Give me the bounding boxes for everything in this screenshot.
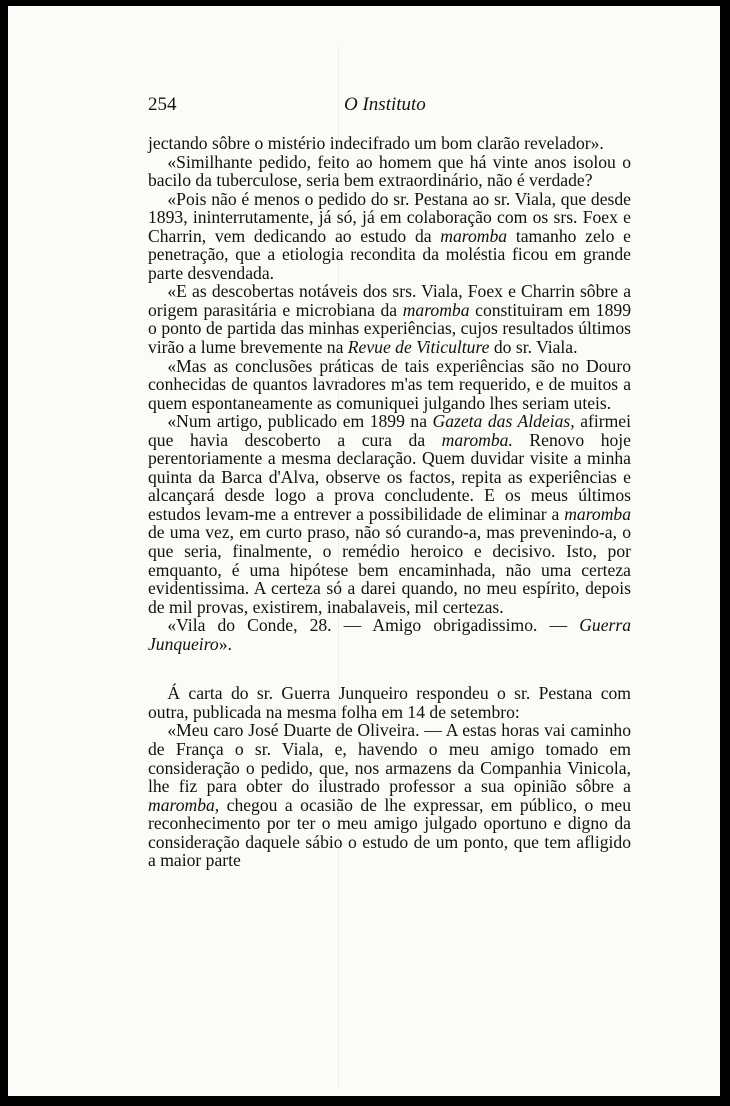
text-run: constituiram em 1899 o ponto de partida das minhas experiências, cujos resultados últimos virão a lume brevemente na bbox=[148, 299, 631, 358]
italic-text: maromba. bbox=[441, 429, 513, 450]
italic-text: maromba, bbox=[148, 794, 220, 815]
paragraph bbox=[148, 684, 631, 721]
text-run: «Num artigo, publicado em 1899 na bbox=[167, 411, 433, 432]
text-run: Renovo hoje perentoriamente a mesma declaração. Quem duvidar visite a minha quinta da Barca d'Alva, observe os factos, repita as experiências e alcançará desde logo a prova concludente. E os meus últimos estudos levam-me a entrever a possibilidade de eliminar a bbox=[148, 429, 631, 524]
paragraph bbox=[148, 721, 631, 869]
text-run: ». bbox=[218, 633, 232, 654]
book-page bbox=[8, 6, 720, 1096]
paragraph bbox=[148, 357, 631, 413]
text-run: «Mas as conclusões práticas de tais experiências são no Douro conhecidas de quantos lavradores m'as tem requerido, e de muitos a quem espontaneamente as comuniquei julgando lhes seriam uteis. bbox=[148, 355, 631, 413]
text-run: de uma vez, em curto praso, não só curando-a, mas prevenindo-a, o que seria, finalmente, o remédio heroico e decisivo. Isto, por emquanto, é uma hipótese bem encaminhada, não uma certeza evidentissima. A certeza só a darei quando, no meu espírito, depois de mil provas, existirem, inabalaveis, mil certezas. bbox=[148, 522, 631, 617]
text-run: chegou a ocasião de lhe expressar, em público, o meu reconhecimento por ter o meu amigo julgado oportuno e digno da consideração daquele sábio o estudo de um ponto, que tem afligido a maior parte bbox=[148, 794, 631, 871]
text-run: «Meu caro José Duarte de Oliveira. — A estas horas vai caminho de França o sr. Viala, e, havendo o meu amigo tomado em consideração o pedido, que, nos armazens da Companhia Vinicola, lhe fiz para obter do ilustrado professor a sua opinião sôbre a bbox=[148, 720, 631, 797]
page-header bbox=[148, 94, 631, 122]
italic-text: Gazeta das Aldeias, bbox=[432, 411, 575, 432]
paragraph bbox=[148, 153, 631, 190]
text-run: «Pois não é menos o pedido do sr. Pestana ao sr. Viala, que desde 1893, ininterrutamente, já só, já em colaboração com os srs. Foex e Charrin, vem dedicando ao estudo da bbox=[148, 188, 631, 246]
text-run: do sr. Viala. bbox=[489, 337, 578, 358]
page-number: 254 bbox=[148, 94, 177, 115]
paragraph bbox=[148, 282, 631, 356]
text-run: «E as descobertas notáveis dos srs. Viala, Foex e Charrin sôbre a origem parasitária e microbiana da bbox=[148, 281, 631, 320]
paragraph bbox=[148, 412, 631, 616]
running-head: O Instituto bbox=[344, 94, 426, 115]
italic-text: Revue de Viticulture bbox=[347, 337, 490, 358]
text-run: afirmei que havia descoberto a cura da bbox=[148, 411, 631, 450]
text-run: «Similhante pedido, feito ao homem que há vinte anos isolou o bacilo da tuberculose, seria bem extraordinário, não é verdade? bbox=[148, 151, 631, 191]
text-run: Á carta do sr. Guerra Junqueiro respondeu o sr. Pestana com outra, publicada na mesma folha em 14 de setembro: bbox=[148, 683, 631, 722]
paragraph bbox=[148, 616, 631, 653]
body-text bbox=[148, 134, 631, 870]
italic-text: maromba bbox=[402, 299, 470, 320]
paragraph bbox=[148, 190, 631, 283]
italic-text: Guerra Junqueiro bbox=[148, 615, 631, 654]
text-run: jectando sôbre o mistério indecifrado um bom clarão revelador». bbox=[148, 133, 604, 153]
italic-text: maromba bbox=[564, 503, 631, 524]
text-run: «Vila do Conde, 28. — Amigo obrigadissimo. — bbox=[167, 615, 580, 636]
paragraph bbox=[148, 134, 631, 153]
text-run: tamanho zelo e penetração, que a etiologia recondita da moléstia ficou em grande parte desvendada. bbox=[148, 225, 631, 283]
italic-text: maromba bbox=[440, 225, 508, 246]
